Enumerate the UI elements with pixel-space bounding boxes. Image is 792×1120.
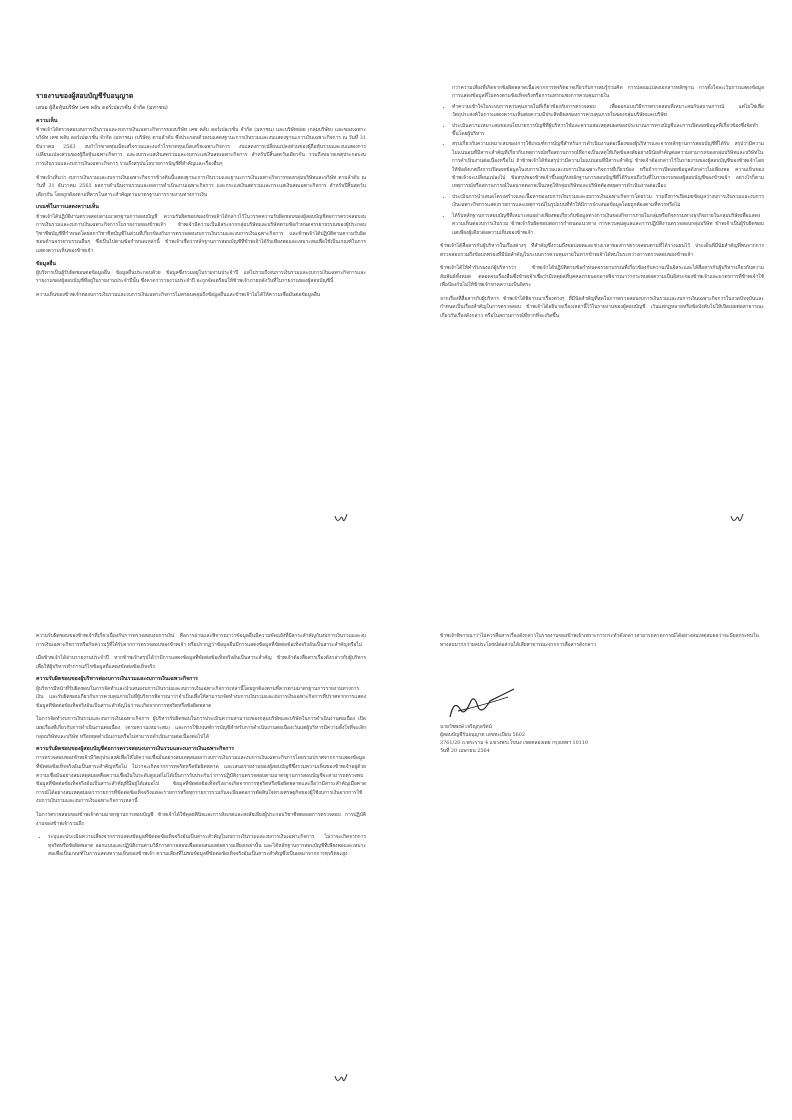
- section-auditor-title: ความรับผิดชอบของผู้สอบบัญชีต่อการตรวจสอบงบการเงินรวมและงบการเงินเฉพาะกิจการ: [36, 746, 235, 753]
- auditor-name: นายวัชพงษ์ เจริญกุลรัตน์: [440, 724, 492, 731]
- report-page-3: [0, 560, 396, 1120]
- list-item: • ประเมินความเหมาะสมของนโยบายการบัญชีที่ผู้บริหารใช้และความสมเหตุสมผลของประมาณการทางบัญชีและการเปิดเผยข้อมูลที่เกี่ยวข้องซึ่งจัดทำขึ้นโดยผู้บริหาร: [452, 122, 764, 139]
- other-info-responsibility-paragraph: ความรับผิดชอบของข้าพเจ้าที่เกี่ยวเนื่องกับการตรวจสอบงบการเงิน คือการอ่านและพิจารณาว่าข้อมูลอื่นมีความขัดแย้งที่มีสาระสำคัญกับงบการเงินรวมและงบการเงินเฉพาะกิจการหรือกับความรู้ที่ได้รับจากการตรวจสอบของข้าพเจ้า หรือปรากฏว่าข้อมูลอื่นมีการแสดงข้อมูลที่ขัดต่อข้อเท็จจริงอันเป็นสาระสำคัญหรือไม่: [36, 633, 366, 648]
- section-basis-title: เกณฑ์ในการแสดงความเห็น: [36, 204, 99, 211]
- list-item: • ระบุและประเมินความเสี่ยงจากการแสดงข้อมูลที่ขัดต่อข้อเท็จจริงอันเป็นสาระสำคัญในงบการเงินรวมและงบการเงินเฉพาะกิจการ ไม่ว่าจะเกิดจากการทุจริตหรือข้อผิดพลาด ออกแบบและปฏิบัติงานตามวิธีการตรวจสอบเพื่อตอบสนองต่อความเสี่ยงเหล่านั้น และได้หลักฐานการสอบบัญชีที่เพียงพอและเหมาะสมเพื่อเป็นเกณฑ์ในการแสดงความเห็นของข้าพเจ้า ความเสี่ยงที่ไม่พบข้อมูลที่ขัดต่อข้อเท็จจริงอันเป็นสาระสำคัญซึ่งเป็นผลมาจากการทุจริตจะสูง: [48, 833, 366, 858]
- list-item: • ได้รับหลักฐานการสอบบัญชีที่เหมาะสมอย่างเพียงพอเกี่ยวกับข้อมูลทางการเงินของกิจการภายในกลุ่มหรือกิจกรรมทางธุรกิจภายในกลุ่มบริษัทเพื่อแสดงความเห็นต่องบการเงินรวม ข้าพเจ้ารับผิดชอบต่อการกำหนดแนวทาง การควบคุมดูแลและการปฏิบัติงานตรวจสอบกลุ่มบริษัท ข้าพเจ้าเป็นผู้รับผิดชอบแต่เพียงผู้เดียวต่อความเห็นของข้าพเจ้า: [452, 212, 764, 237]
- management-paragraph-1: ผู้บริหารมีหน้าที่รับผิดชอบในการจัดทำและนำเสนองบการเงินรวมและงบการเงินเฉพาะกิจการเหล่านี้โดยถูกต้องตามที่ควรตามมาตรฐานการรายงานทางการเงิน และรับผิดชอบเกี่ยวกับการควบคุมภายในที่ผู้บริหารพิจารณาว่าจำเป็นเพื่อให้สามารถจัดทำงบการเงินรวมและงบการเงินเฉพาะกิจการที่ปราศจากการแสดงข้อมูลที่ขัดต่อข้อเท็จจริงอันเป็นสาระสำคัญไม่ว่าจะเกิดจากการทุจริตหรือข้อผิดพลาด: [36, 685, 366, 709]
- report-page-2: [396, 0, 792, 560]
- annual-report-paragraph: เมื่อข้าพเจ้าได้อ่านรายงานประจำปี หากข้าพเจ้าสรุปได้ว่ามีการแสดงข้อมูลที่ขัดต่อข้อเท็จจริงอันเป็นสาระสำคัญ ข้าพเจ้าต้องสื่อสารเรื่องดังกล่าวกับผู้บริหารเพื่อให้ผู้บริหารทำการแก้ไขข้อมูลที่แสดงขัดต่อข้อเท็จจริง: [36, 655, 366, 670]
- page-4-content: [440, 632, 762, 755]
- communication-paragraph-3: จากเรื่องที่สื่อสารกับผู้บริหาร ข้าพเจ้าได้พิจารณาเรื่องต่างๆ ที่มีนัยสำคัญที่สุดในการตรวจสอบงบการเงินรวมและงบการเงินเฉพาะกิจการในงวดปัจจุบันและกำหนดเป็นเรื่องสำคัญในการตรวจสอบ ข้าพเจ้าได้อธิบายเรื่องเหล่านี้ไว้ในรายงานของผู้สอบบัญชี เว้นแต่กฎหมายหรือข้อบังคับไม่ให้เปิดเผยต่อสาธารณะเกี่ยวกับเรื่องดังกล่าว หรือในสถานการณ์ที่ยากที่จะเกิดขึ้น: [440, 295, 764, 320]
- initials-mark: [334, 512, 348, 524]
- list-item: • ประเมินการนำเสนอโครงสร้างและเนื้อหาของงบการเงินรวมและงบการเงินเฉพาะกิจการโดยรวม รวมถึงการเปิดเผยข้อมูลว่างบการเงินรวมและงบการเงินเฉพาะกิจการแสดงรายการและเหตุการณ์ในรูปแบบที่ทำให้มีการนำเสนอข้อมูลโดยถูกต้องตามที่ควรหรือไม่: [452, 193, 764, 210]
- initials-mark: [730, 512, 744, 524]
- section-management-title: ความรับผิดชอบของผู้บริหารต่องบการเงินรวมและงบการเงินเฉพาะกิจการ: [36, 676, 198, 683]
- auditor-risk-list: [36, 833, 366, 858]
- auditor-license: ผู้สอบบัญชีรับอนุญาต เลขทะเบียน 5602: [440, 732, 525, 739]
- auditor-paragraph-1: การตรวจสอบของข้าพเจ้ามีวัตถุประสงค์เพื่อให้ได้ความเชื่อมั่นอย่างสมเหตุสมผลว่างบการเงินรวมและงบการเงินเฉพาะกิจการโดยรวมปราศจากการแสดงข้อมูลที่ขัดต่อข้อเท็จจริงอันเป็นสาระสำคัญหรือไม่ ไม่ว่าจะเกิดจากการทุจริตหรือข้อผิดพลาด และเสนอรายงานของผู้สอบบัญชีซึ่งรวมความเห็นของข้าพเจ้าอยู่ด้วย ความเชื่อมั่นอย่างสมเหตุสมผลคือความเชื่อมั่นในระดับสูงแต่ไม่ได้เป็นการรับประกันว่าการปฏิบัติงานตรวจสอบตามมาตรฐานการสอบบัญชีจะสามารถตรวจพบข้อมูลที่ขัดต่อข้อเท็จจริงอันเป็นสาระสำคัญที่มีอยู่ได้เสมอไป ข้อมูลที่ขัดต่อข้อเท็จจริงอาจเกิดจากการทุจริตหรือข้อผิดพลาดและถือว่ามีสาระสำคัญเมื่อคาดการณ์ได้อย่างสมเหตุสมผลว่ารายการที่ขัดต่อข้อเท็จจริงแต่ละรายการหรือทุกรายการรวมกันจะมีผลต่อการตัดสินใจทางเศรษฐกิจของผู้ใช้งบการเงินจากการใช้งบการเงินรวมและงบการเงินเฉพาะกิจการเหล่านี้: [36, 755, 366, 805]
- section-opinion-title: ความเห็น: [36, 117, 58, 124]
- report-title: รายงานของผู้สอบบัญชีรับอนุญาต: [36, 92, 134, 100]
- signature-block: [440, 687, 762, 755]
- section-other-info-title: ข้อมูลอื่น: [36, 260, 56, 267]
- opinion-paragraph-2: ข้าพเจ้าเห็นว่า งบการเงินรวมและงบการเงินเฉพาะกิจการข้างต้นนี้แสดงฐานะการเงินรวมและฐานะการเงินเฉพาะกิจการของกลุ่มบริษัทและบริษัท ตามลำดับ ณ วันที่ 31 ธันวาคม 2563 ผลการดำเนินงานรวมและผลการดำเนินงานเฉพาะกิจการ และกระแสเงินสดรวมและกระแสเงินสดเฉพาะกิจการ สำหรับปีสิ้นสุดวันเดียวกัน โดยถูกต้องตามที่ควรในสาระสำคัญตามมาตรฐานการรายงานทางการเงิน: [36, 174, 366, 198]
- list-item: • ทำความเข้าใจในระบบการควบคุมภายในที่เกี่ยวข้องกับการตรวจสอบ เพื่อออกแบบวิธีการตรวจสอบที่เหมาะสมกับสถานการณ์ แต่ไม่ใช่เพื่อวัตถุประสงค์ในการแสดงความเห็นต่อความมีประสิทธิผลของการควบคุมภายในของกลุ่มบริษัทและบริษัท: [452, 103, 764, 120]
- closing-paragraph: ข้าพเจ้าพิจารณาว่าไม่ควรสื่อสารเรื่องดังกล่าวในรายงานของข้าพเจ้าเพราะการกระทำดังกล่าวสามารถคาดการณ์ได้อย่างสมเหตุสมผลว่าจะมีผลกระทบในทางลบมากกว่าผลประโยชน์ต่อส่วนได้เสียสาธารณะจากการสื่อสารดังกล่าว: [440, 633, 759, 648]
- report-page-1: [0, 0, 396, 560]
- handwritten-signature: [444, 687, 522, 721]
- other-info-paragraph-2: ความเห็นของข้าพเจ้าต่องบการเงินรวมและงบการเงินเฉพาะกิจการไม่ครอบคลุมถึงข้อมูลอื่นและข้าพเจ้าไม่ได้ให้ความเชื่อมั่นต่อข้อมูลอื่น: [36, 292, 321, 299]
- initials-mark: [334, 1072, 348, 1084]
- communication-paragraph-2: ข้าพเจ้าได้ให้คำรับรองแก่ผู้บริหารว่า ข้าพเจ้าได้ปฏิบัติตามข้อกำหนดจรรยาบรรณที่เกี่ยวข้องกับความเป็นอิสระและได้สื่อสารกับผู้บริหารเกี่ยวกับความสัมพันธ์ทั้งหมด ตลอดจนเรื่องอื่นซึ่งข้าพเจ้าเชื่อว่ามีเหตุผลที่บุคคลภายนอกอาจพิจารณาว่ากระทบต่อความเป็นอิสระของข้าพเจ้าและมาตรการที่ข้าพเจ้าใช้เพื่อป้องกันไม่ให้ข้าพเจ้าขาดความเป็นอิสระ: [440, 265, 764, 289]
- auditor-paragraph-2: ในการตรวจสอบของข้าพเจ้าตามมาตรฐานการสอบบัญชี ข้าพเจ้าได้ใช้ดุลยพินิจและการสังเกตและสงสัยเยี่ยงผู้ประกอบวิชาชีพตลอดการตรวจสอบ การปฏิบัติงานของข้าพเจ้ารวมถึง: [36, 811, 366, 827]
- basis-paragraph: ข้าพเจ้าได้ปฏิบัติงานตรวจสอบตามมาตรฐานการสอบบัญชี ความรับผิดชอบของข้าพเจ้าได้กล่าวไว้ในวรรคความรับผิดชอบของผู้สอบบัญชีต่อการตรวจสอบงบการเงินรวมและงบการเงินเฉพาะกิจการในรายงานของข้าพเจ้า ข้าพเจ้ามีความเป็นอิสระจากกลุ่มบริษัทและบริษัทตามข้อกำหนดจรรยาบรรณของผู้ประกอบวิชาชีพบัญชีที่กำหนดโดยสภาวิชาชีพบัญชีในส่วนที่เกี่ยวข้องกับการตรวจสอบงบการเงินรวมและงบการเงินเฉพาะกิจการ และข้าพเจ้าได้ปฏิบัติตามความรับผิดชอบด้านจรรยาบรรณอื่นๆ ซึ่งเป็นไปตามข้อกำหนดเหล่านี้ ข้าพเจ้าเชื่อว่าหลักฐานการสอบบัญชีที่ข้าพเจ้าได้รับเพียงพอและเหมาะสมเพื่อใช้เป็นเกณฑ์ในการแสดงความเห็นของข้าพเจ้า: [36, 213, 366, 255]
- management-paragraph-2: ในการจัดทำงบการเงินรวมและงบการเงินเฉพาะกิจการ ผู้บริหารรับผิดชอบในการประเมินความสามารถของกลุ่มบริษัทและบริษัทในการดำเนินงานต่อเนื่อง เปิดเผยเรื่องที่เกี่ยวกับการดำเนินงานต่อเนื่อง (ตามความเหมาะสม) และการใช้เกณฑ์การบัญชีสำหรับการดำเนินงานต่อเนื่องเว้นแต่ผู้บริหารมีความตั้งใจที่จะเลิกกลุ่มบริษัทและบริษัท หรือหยุดดำเนินงานหรือไม่สามารถดำเนินงานต่อเนื่องต่อไปได้: [36, 716, 366, 740]
- report-page-4: [396, 560, 792, 1120]
- other-info-paragraph-1: ผู้บริหารเป็นผู้รับผิดชอบต่อข้อมูลอื่น ข้อมูลอื่นประกอบด้วย ข้อมูลซึ่งรวมอยู่ในรายงานประจำปี แต่ไม่รวมถึงงบการเงินรวมและงบการเงินเฉพาะกิจการและรายงานของผู้สอบบัญชีที่อยู่ในรายงานประจำปีนั้น ซึ่งคาดว่ารายงานประจำปี จะถูกจัดเตรียมให้ข้าพเจ้าภายหลังวันที่ในรายงานของผู้สอบบัญชีนี้: [36, 269, 366, 285]
- auditor-address: 3761/20 ถ.พระราม 4 แขวงพระโขนง เขตคลองเตย กรุงเทพฯ 10110: [440, 740, 589, 747]
- page-2-content: [440, 84, 764, 326]
- auditor-procedures-list: [440, 84, 764, 237]
- opinion-paragraph-1: ข้าพเจ้าได้ตรวจสอบงบการเงินรวมและงบการเงินเฉพาะกิจการของบริษัท เคซ คลับ ดอร์เปอเรชั่น จำกัด (มหาชน) และบริษัทย่อย (กลุ่มบริษัท) และของเฉพาะบริษัท เคซ คลับ ดอร์เปอเรชั่น จำกัด (มหาชน) (บริษัท) ตามลำดับ ซึ่งประกอบด้วยงบแสดงฐานะการเงินรวมและงบแสดงฐานะการเงินเฉพาะกิจการ ณ วันที่ 31 ธันวาคม 2563 งบกำไรขาดทุนเบ็ดเสร็จรวมและงบกำไรขาดทุนเบ็ดเสร็จเฉพาะกิจการ งบแสดงการเปลี่ยนแปลงส่วนของผู้ถือหุ้นรวมและงบแสดงการเปลี่ยนแปลงส่วนของผู้ถือหุ้นเฉพาะกิจการ และงบกระแสเงินสดรวมและงบกระแสเงินสดเฉพาะกิจการ สำหรับปีสิ้นสุดวันเดียวกัน รวมถึงหมายเหตุประกอบงบการเงินรวมและงบการเงินเฉพาะกิจการ รวมถึงสรุปนโยบายการบัญชีที่สำคัญและเรื่องอื่นๆ: [36, 126, 366, 168]
- report-addressee: เสนอ ผู้ถือหุ้นบริษัท เคซ คลับ ดอร์เปอเรชั่น จำกัด (มหาชน): [36, 105, 168, 111]
- page-1-content: [36, 92, 366, 305]
- report-date: วันที่ 20 เมษายน 2564: [440, 748, 490, 755]
- list-item: • สรุปเกี่ยวกับความเหมาะสมของการใช้เกณฑ์การบัญชีสำหรับการดำเนินงานต่อเนื่องของผู้บริหารและจากหลักฐานการสอบบัญชีที่ได้รับ สรุปว่ามีความไม่แน่นอนที่มีสาระสำคัญที่เกี่ยวกับเหตุการณ์หรือสถานการณ์ที่อาจเป็นเหตุให้เกิดข้อสงสัยอย่างมีนัยสำคัญต่อความสามารถของกลุ่มบริษัทและบริษัทในการดำเนินงานต่อเนื่องหรือไม่ ถ้าข้าพเจ้าได้ข้อสรุปว่ามีความไม่แน่นอนที่มีสาระสำคัญ ข้าพเจ้าต้องกล่าวไว้ในรายงานของผู้สอบบัญชีของข้าพเจ้าโดยให้ข้อสังเกตถึงการเปิดเผยข้อมูลในงบการเงินรวมและงบการเงินเฉพาะกิจการที่เกี่ยวข้อง หรือถ้าการเปิดเผยข้อมูลดังกล่าวไม่เพียงพอ ความเห็นของข้าพเจ้าจะเปลี่ยนแปลงไป ข้อสรุปของข้าพเจ้าขึ้นอยู่กับหลักฐานการสอบบัญชีที่ได้รับจนถึงวันที่ในรายงานของผู้สอบบัญชีของข้าพเจ้า อย่างไรก็ตาม เหตุการณ์หรือสถานการณ์ในอนาคตอาจเป็นเหตุให้กลุ่มบริษัทและบริษัทต้องหยุดการดำเนินงานต่อเนื่อง: [452, 140, 764, 190]
- communication-paragraph-1: ข้าพเจ้าได้สื่อสารกับผู้บริหารในเรื่องต่างๆ ที่สำคัญซึ่งรวมถึงขอบเขตและช่วงเวลาของการตรวจสอบตามที่ได้วางแผนไว้ ประเด็นที่มีนัยสำคัญที่พบจากการตรวจสอบรวมถึงข้อบกพร่องที่มีนัยสำคัญในระบบการควบคุมภายในหากข้าพเจ้าได้พบในระหว่างการตรวจสอบของข้าพเจ้า: [440, 242, 764, 258]
- page-3-content: [36, 632, 366, 863]
- list-item: กว่าความเสี่ยงที่เกิดจากข้อผิดพลาดเนื่องจากการทุจริตอาจเกี่ยวกับการสมรู้ร่วมคิด การปลอมแปลงเอกสารหลักฐาน การตั้งใจละเว้นการแสดงข้อมูล การแสดงข้อมูลที่ไม่ตรงตามข้อเท็จจริงหรือการแทรกแซงการควบคุมภายใน: [452, 85, 764, 100]
